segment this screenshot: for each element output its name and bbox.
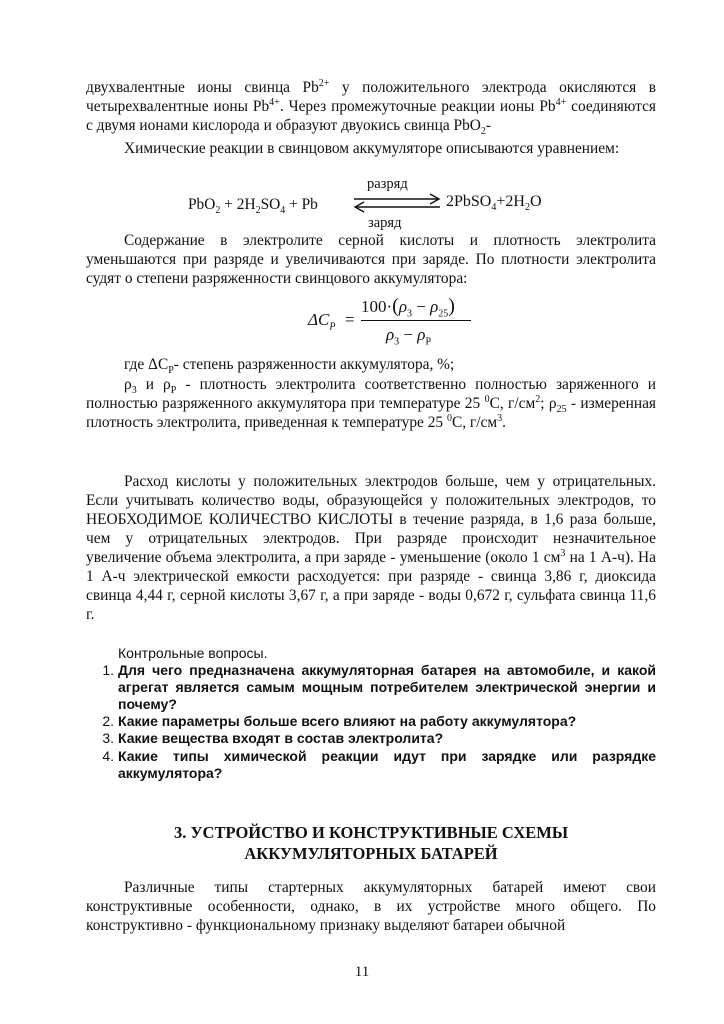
section-title-line-2: АККУМУЛЯТОРНЫХ БАТАРЕЙ (244, 844, 498, 863)
question-item: 4. Какие типы химической реакции идут при зарядке или разрядке аккумулятора? (102, 748, 656, 781)
formula-numerator: $100\cdot(\rho_3 - \rho_{25})$ (361, 295, 455, 320)
formula-denominator: $\rho_3 - \rho_P$ (386, 325, 431, 348)
questions-heading: Контрольные вопросы. (118, 645, 268, 661)
paragraph-acid-consumption: Расход кислоты у положительных электродов больше, чем у отрицательных. Если учитывать количество воды, образующейся у положительных электродов, то НЕОБХОДИМОЕ КОЛИЧЕСТВО КИСЛОТЫ в течение разряда, в 1,6 раза больше, чем у отрицательных электродов. При разряде происходит незначительное увеличение объема электролита, а при заряде - уменьшение (около 1 $см^3$ на 1 А-ч). На 1 А-ч электрической емкости расходуется: при разряде - свинца 3,86 г, диоксида свинца 4,44 г, серной кислоты 3,67 г, а при заряде - воды 0,672 г, сульфата свинца 11,6 г. (86, 473, 656, 623)
reaction-label-charge: заряд (368, 215, 402, 231)
reaction-lhs: $PbO_2 + 2H_2SO_4 + Pb$ (188, 196, 318, 217)
fraction-bar (361, 320, 471, 321)
paragraph-lead-oxidation: двухвалентные ионы свинца $Pb^{2+}$ у положительного электрода окисляются в четырехвалентные ионы $Pb^{4+}$. Через промежуточные реакции ионы $Pb^{4+}$ соединяются с двумя ионами кислорода и образуют двуокись свинца PbO$_2$- (86, 77, 656, 138)
paragraph-where-delta: где $\Delta C_P-$ степень разряженности аккумулятора, %; (124, 356, 455, 377)
question-item: 3. Какие вещества входят в состав электролита? (102, 730, 444, 746)
paragraph-reaction-intro: Химические реакции в свинцовом аккумуляторе описываются уравнением: (124, 140, 620, 157)
formula-lhs: $\Delta C_P$ (308, 310, 336, 333)
page-number: 11 (354, 964, 370, 980)
section-title-line-1: 3. УСТРОЙСТВО И КОНСТРУКТИВНЫЕ СХЕМЫ (173, 823, 569, 842)
paragraph-electrolyte-density: Содержание в электролите серной кислоты и плотность электролита уменьшаются при разряде и увеличиваются при заряде. По плотности электролита судят о степени разряженности свинцового аккумулятора: (86, 232, 656, 287)
question-item: 1. Для чего предназначена аккумуляторная батарея на автомобиле, и какой агрегат является самым мощным потребителем электрической энергии и почему? (102, 662, 656, 712)
reversible-arrows-icon (352, 188, 442, 218)
paragraph-battery-types: Различные типы стартерных аккумуляторных батарей имеют свои конструктивные особенности, однако, в их устройстве много общего. По конструктивно - функциональному признаку выделяют батареи обычной (86, 879, 656, 934)
reaction-label-discharge: разряд (367, 176, 408, 192)
question-item: 2. Какие параметры больше всего влияют на работу аккумулятора? (102, 713, 577, 729)
paragraph-where-rho: $\rho_3$ и $\rho_P$ - плотность электролита соответственно полностью заряженного и полностью разряженного аккумулятора при температуре 25 $^0$С, $г/см^2$; $\rho_{25}$ - измеренная плотность электролита, приведенная к температуре 25 $^0$С, $г/см^3$. (86, 376, 657, 431)
formula-equals: = (345, 310, 355, 329)
reaction-rhs: $2PbSO_4+2H_2O$ (446, 193, 542, 214)
